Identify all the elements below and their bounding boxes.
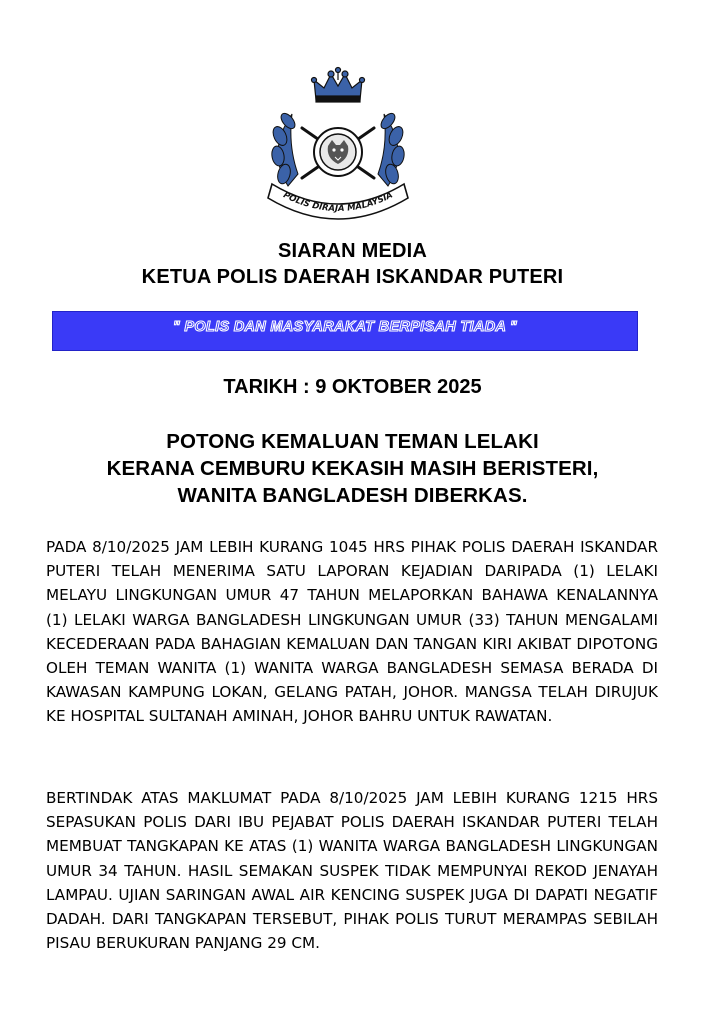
polis-diraja-malaysia-crest-icon — [258, 66, 418, 226]
crown-icon — [312, 68, 365, 103]
media-release-heading: SIARAN MEDIA — [277, 240, 428, 262]
police-crest-logo — [258, 66, 418, 226]
headline-line-3: WANITA BANGLADESH DIBERKAS. — [177, 484, 528, 507]
body-paragraph-1: PADA 8/10/2025 JAM LEBIH KURANG 1045 HRS PIHAK POLIS DAERAH ISKANDAR PUTERI TELAH MENERIMA SATU LAPORAN KEJADIAN DARIPADA (1) LELAKI MELAYU LINGKUNGAN UMUR 47 TAHUN MELAPORKAN BAHAWA KENALANNYA (1) LELAKI WARGA BANGLADESH LINGKUNGAN UMUR (33) TAHUN MENGALAMI KECEDERAAN PADA BAHAGIAN KEMALUAN DAN TANGAN KIRI AKIBAT DIPOTONG OLEH TEMAN WANITA (1) WANITA WARGA BANGLADESH SEMASA BERADA DI KAWASAN KAMPUNG LOKAN, GELANG PATAH, JOHOR. MANGSA TELAH DIRUJUK KE HOSPITAL SULTANAH AMINAH, JOHOR BAHRU UNTUK RAWATAN. — [46, 538, 658, 726]
headline-line-2: KERANA CEMBURU KEKASIH MASIH BERISTERI, — [106, 457, 599, 480]
headline-line-1: POTONG KEMALUAN TEMAN LELAKI — [166, 430, 539, 453]
headline — [0, 428, 705, 509]
issuer-heading: KETUA POLIS DAERAH ISKANDAR PUTERI — [141, 266, 564, 288]
motto-banner — [52, 311, 638, 351]
ribbon-text: POLIS DIRAJA MALAYSIA — [281, 190, 395, 215]
body-paragraph-2: BERTINDAK ATAS MAKLUMAT PADA 8/10/2025 JAM LEBIH KURANG 1215 HRS SEPASUKAN POLIS DARI IBU PEJABAT POLIS DAERAH ISKANDAR PUTERI TELAH MEMBUAT TANGKAPAN KE ATAS (1) WANITA WARGA BANGLADESH LINGKUNGAN UMUR 34 TAHUN. HASIL SEMAKAN SUSPEK TIDAK MEMPUNYAI REKOD JENAYAH LAMPAU. UJIAN SARINGAN AWAL AIR KENCING SUSPEK JUGA DI DAPATI NEGATIF DADAH. DARI TANGKAPAN TERSEBUT, PIHAK POLIS TURUT MERAMPAS SEBILAH PISAU BERUKURAN PANJANG 29 CM. — [46, 789, 658, 953]
motto-text: " POLIS DAN MASYARAKAT BERPISAH TIADA " — [172, 319, 518, 335]
date-line: TARIKH : 9 OKTOBER 2025 — [223, 376, 482, 398]
